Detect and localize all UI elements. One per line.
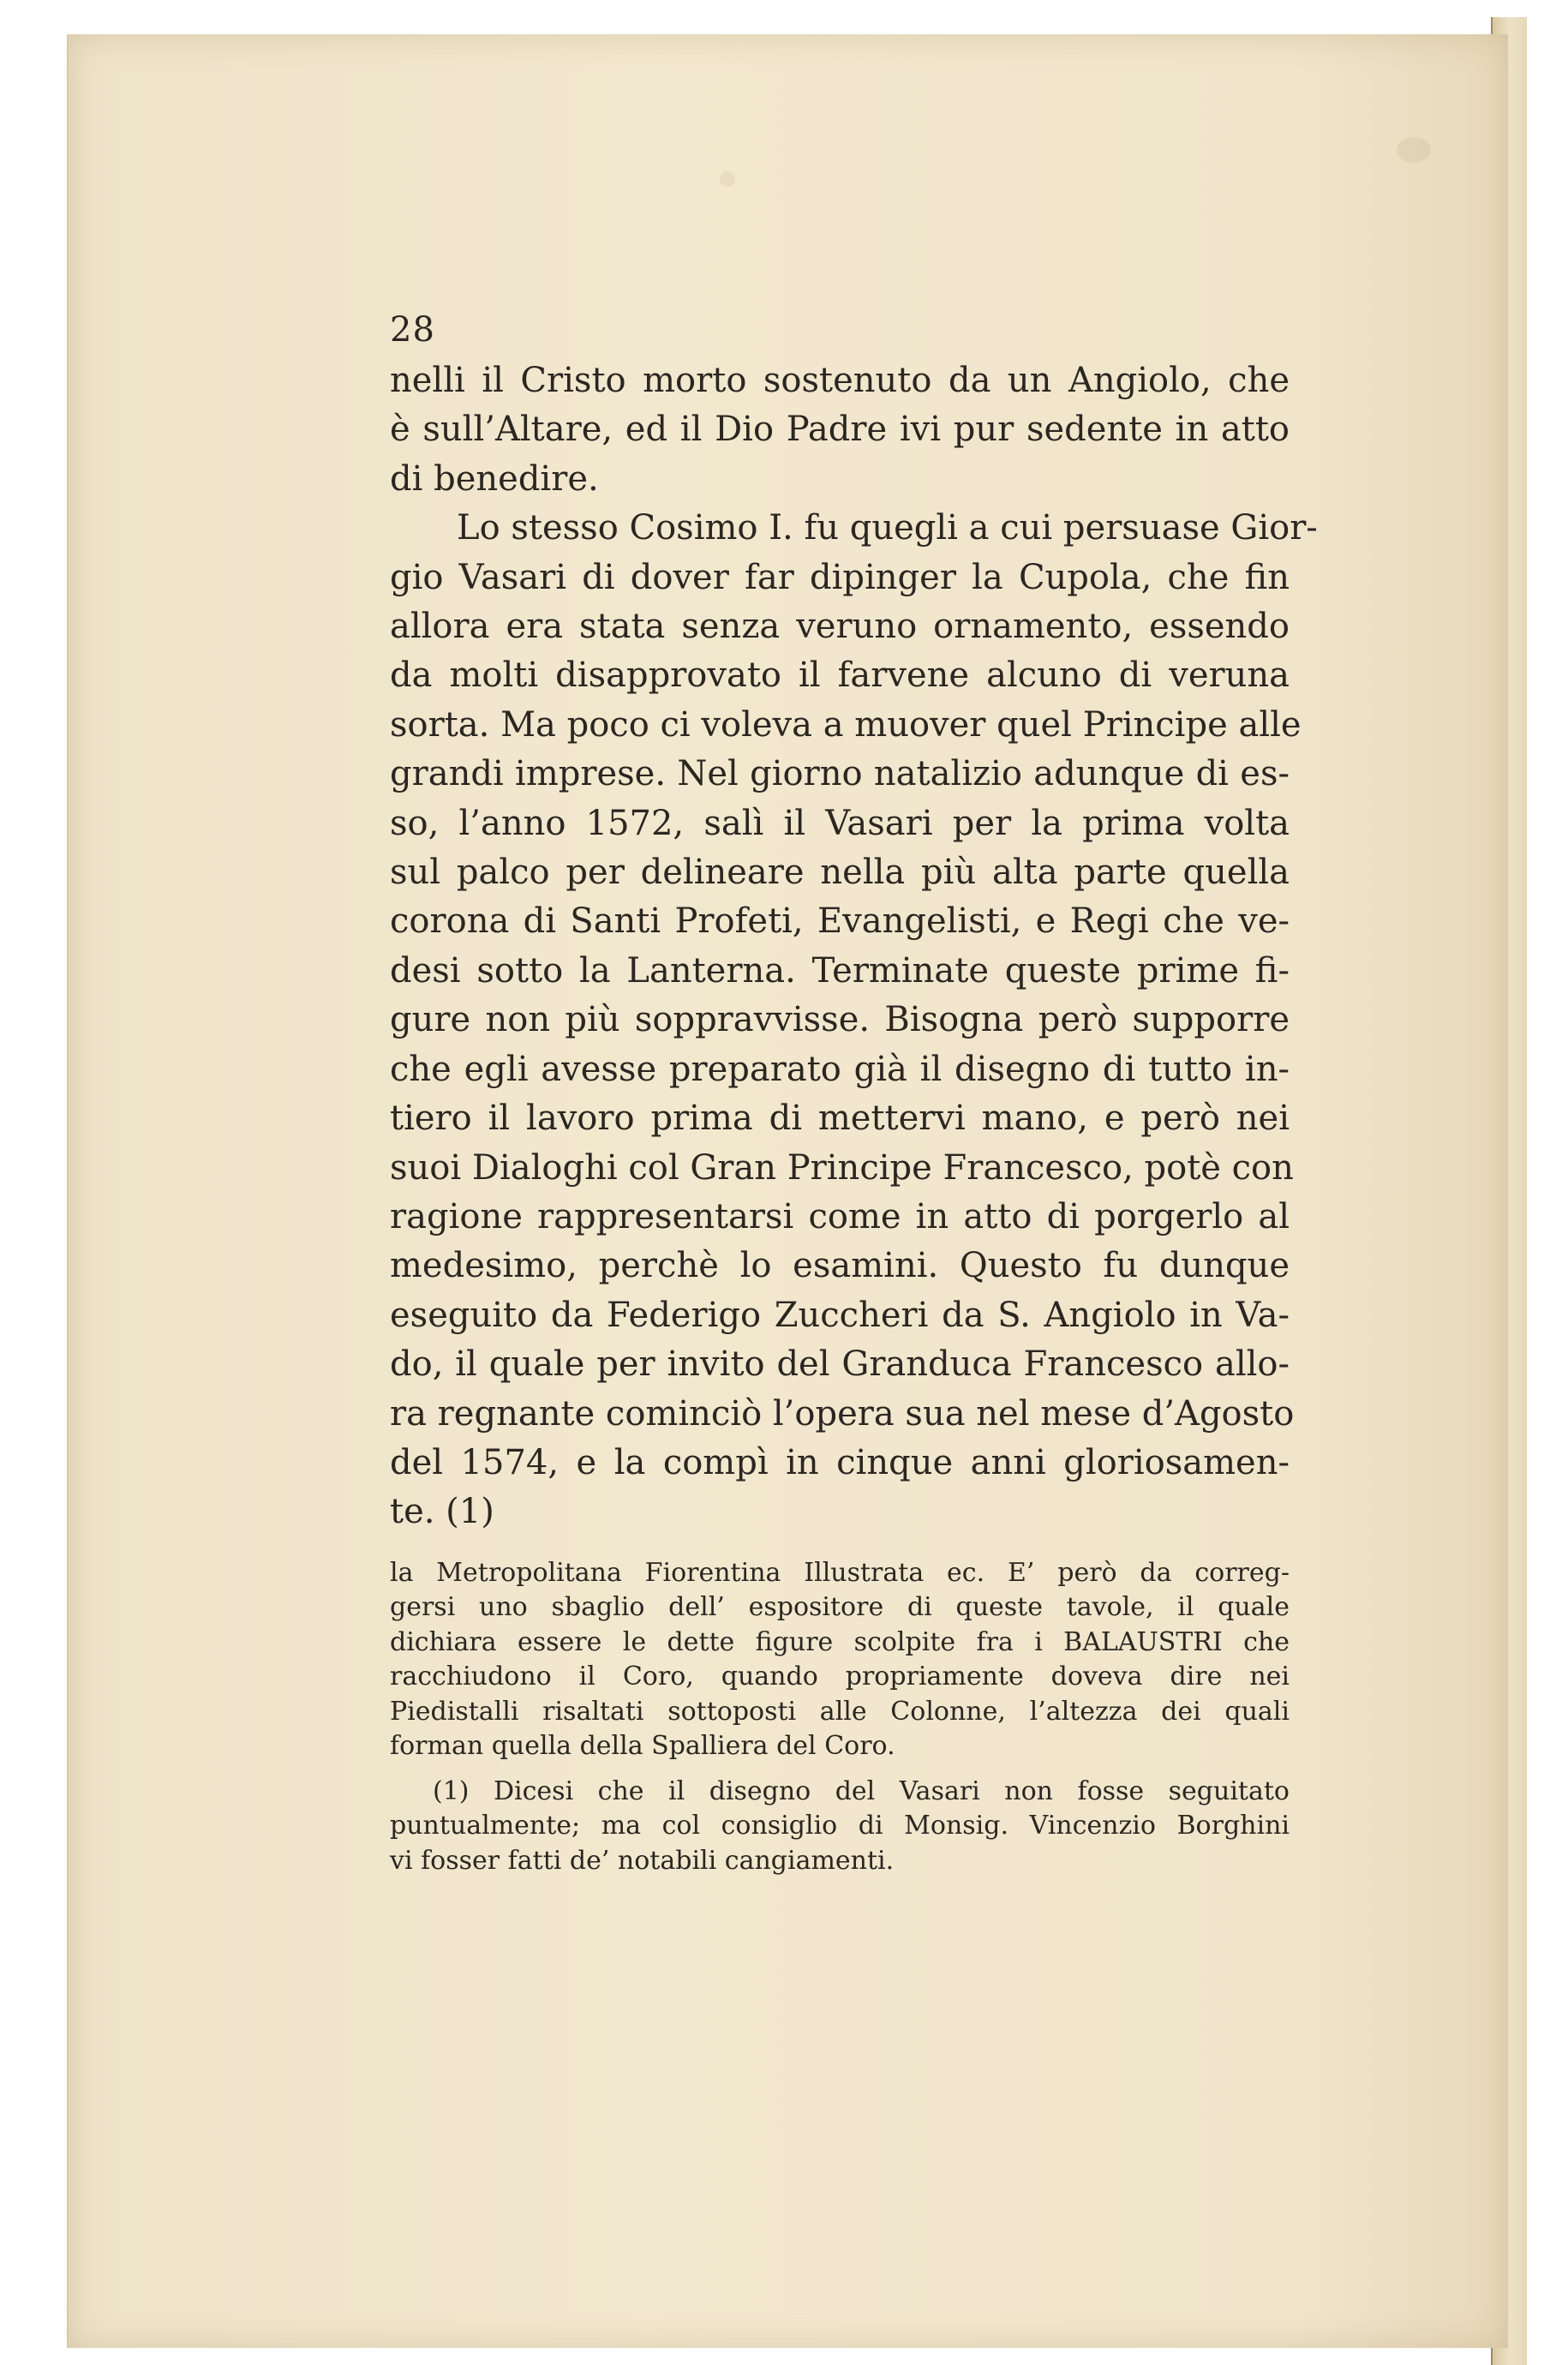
body-line: che egli avesse preparato già il disegno di tutto in-	[390, 1049, 1290, 1089]
body-line: tiero il lavoro prima di mettervi mano, e però nei	[390, 1099, 1290, 1139]
body-line: so, l’anno 1572, salì il Vasari per la prima volta	[390, 803, 1290, 843]
body-line: medesimo, perchè lo esamini. Questo fu dunque	[390, 1246, 1290, 1286]
footnote-line: puntualmente; ma col consiglio di Monsig. Vincenzio Borghini	[390, 1811, 1290, 1841]
body-line: del 1574, e la compì in cinque anni gloriosamen-	[390, 1442, 1290, 1482]
body-line: di benedire.	[390, 458, 599, 499]
footnote-line: (1) Dicesi che il disegno del Vasari non fosse seguitato	[433, 1775, 1290, 1806]
page-number: 28	[390, 310, 435, 350]
body-line: Lo stesso Cosimo I. fu quegli a cui persuase Gior-	[457, 508, 1318, 548]
footnote-line: dichiara essere le dette figure scolpite fra i BALAUSTRI che	[390, 1626, 1290, 1657]
body-line: nelli il Cristo morto sostenuto da un Angiolo, che	[390, 361, 1290, 400]
body-line: grandi imprese. Nel giorno natalizio adunque di es-	[390, 754, 1290, 794]
footnote-line: vi fosser fatti de’ notabili cangiamenti.	[390, 1845, 895, 1876]
footnote-line: la Metropolitana Fiorentina Illustrata ec. E’ però da correg-	[390, 1557, 1290, 1588]
body-line: gio Vasari di dover far dipinger la Cupola, che fin	[390, 557, 1290, 597]
body-line: eseguito da Federigo Zuccheri da S. Angiolo in Va-	[390, 1295, 1290, 1335]
footnote-line: Piedistalli risaltati sottoposti alle Colonne, l’altezza dei quali	[390, 1696, 1290, 1727]
footnote-line: gersi uno sbaglio dell’ espositore di queste tavole, il quale	[390, 1592, 1290, 1623]
body-line: sul palco per delineare nella più alta parte quella	[390, 853, 1290, 893]
footnotes	[390, 1556, 1290, 1879]
text-block	[390, 308, 1318, 1878]
body-line: corona di Santi Profeti, Evangelisti, e Regi che ve-	[390, 901, 1290, 942]
footnote-continuation	[390, 1556, 1290, 1764]
body-line: allora era stata senza veruno ornamento, essendo	[390, 607, 1290, 647]
body-line: suoi Dialoghi col Gran Principe Francesco, potè con	[390, 1147, 1294, 1188]
body-line: gure non più soppravvisse. Bisogna però supporre	[390, 1000, 1290, 1040]
body-line: sorta. Ma poco ci voleva a muover quel Principe alle	[390, 704, 1302, 745]
body-text	[390, 356, 1318, 1537]
body-line: desi sotto la Lanterna. Terminate queste prime fi-	[390, 950, 1290, 991]
footnote-line: racchiudono il Coro, quando propriamente doveva dire nei	[390, 1661, 1290, 1692]
body-line: è sull’Altare, ed il Dio Padre ivi pur sedente in atto	[390, 410, 1290, 450]
body-line: ragione rappresentarsi come in atto di porgerlo al	[390, 1196, 1290, 1236]
body-line: ra regnante cominciò l’opera sua nel mese d’Agosto	[390, 1393, 1295, 1434]
body-line: da molti disapprovato il farvene alcuno di veruna	[390, 656, 1290, 696]
body-line: do, il quale per invito del Granduca Francesco allo-	[390, 1344, 1290, 1385]
footnote-line: forman quella della Spalliera del Coro.	[390, 1731, 895, 1762]
body-line: te. (1)	[390, 1492, 494, 1532]
footnote-1	[390, 1775, 1290, 1879]
